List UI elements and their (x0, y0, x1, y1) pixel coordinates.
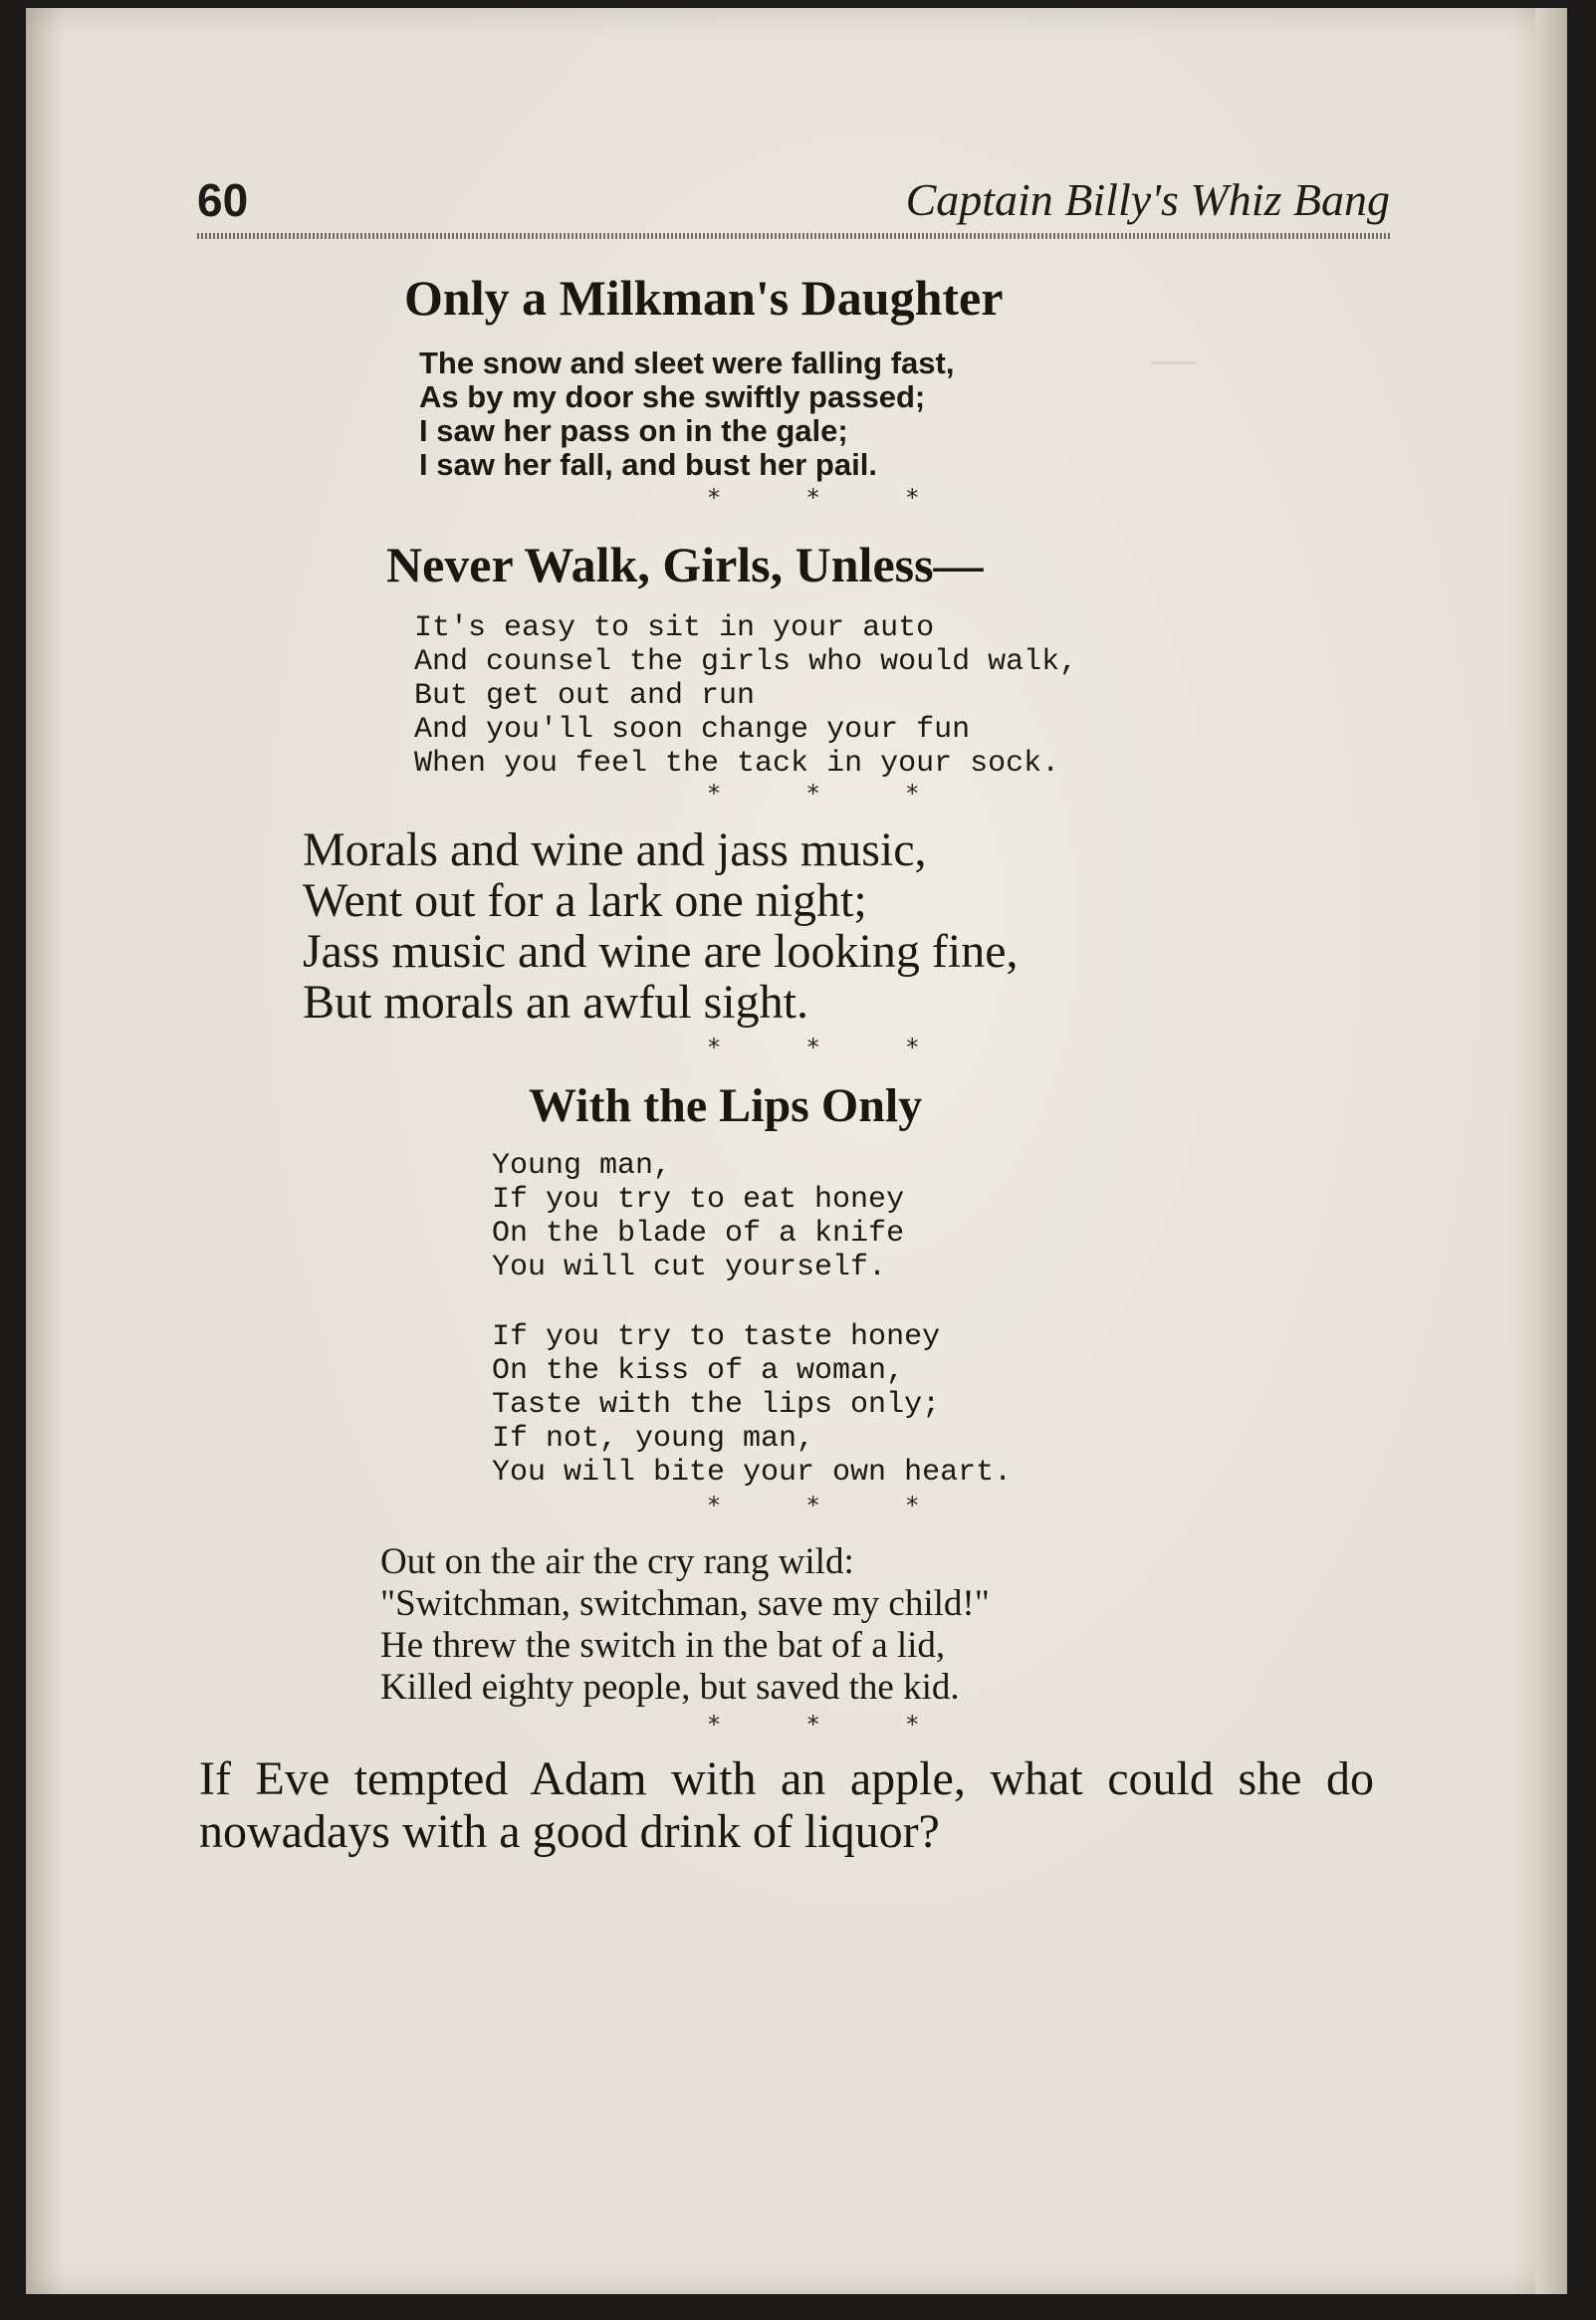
verse-line: Morals and wine and jass music, (303, 823, 927, 876)
verse-line: If not, young man, (492, 1422, 815, 1456)
verse-line: As by my door she swiftly passed; (419, 379, 926, 414)
verse-line: Out on the air the cry rang wild: (380, 1541, 854, 1582)
section-separator: * * * (708, 780, 959, 808)
section-separator: * * * (708, 1492, 959, 1519)
header-rule (197, 233, 1390, 239)
verse-line: You will bite your own heart. (492, 1456, 1013, 1490)
verse-line: Taste with the lips only; (492, 1388, 941, 1422)
section-separator: * * * (708, 1711, 959, 1739)
page-number: 60 (197, 174, 249, 226)
running-title: Captain Billy's Whiz Bang (905, 174, 1390, 225)
poem-milkman-verse (419, 347, 954, 482)
verse-line: On the kiss of a woman, (492, 1354, 905, 1388)
verse-line: I saw her pass on in the gale; (419, 413, 848, 448)
verse-line: Jass music and wine are looking fine, (303, 925, 1019, 978)
poem-morals-verse (303, 824, 1019, 1028)
verse-line: Went out for a lark one night; (303, 874, 867, 927)
verse-line: On the blade of a knife (492, 1217, 905, 1251)
verse-line: If you try to taste honey (492, 1320, 941, 1354)
poem-title-lips-only: With the Lips Only (529, 1079, 923, 1132)
verse-line: I saw her fall, and bust her pail. (419, 447, 877, 482)
page-header (197, 173, 1390, 243)
verse-line: You will cut yourself. (492, 1251, 887, 1284)
section-separator: * * * (708, 484, 959, 512)
closing-joke: If Eve tempted Adam with an apple, what could she do nowadays with a good drink of liquor? (199, 1752, 1374, 1858)
verse-line: And you'll soon change your fun (414, 713, 971, 747)
poem-never-walk-verse (414, 611, 1077, 781)
verse-line: "Switchman, switchman, save my child!" (380, 1583, 990, 1624)
poem-switchman-verse (380, 1541, 990, 1709)
verse-line: The snow and sleet were falling fast, (419, 346, 955, 380)
verse-line: Young man, (492, 1149, 672, 1183)
verse-line: But morals an awful sight. (303, 976, 808, 1029)
verse-line: It's easy to sit in your auto (414, 611, 935, 645)
verse-line: But get out and run (414, 679, 756, 713)
section-separator: * * * (708, 1034, 959, 1061)
poem-title-never-walk: Never Walk, Girls, Unless— (386, 537, 984, 592)
page-spine-edge (1535, 8, 1567, 2294)
poem-lips-only-stanza-1 (492, 1149, 904, 1284)
magazine-page (26, 8, 1567, 2294)
poem-title-milkman: Only a Milkman's Daughter (404, 270, 1004, 326)
verse-line: And counsel the girls who would walk, (414, 645, 1078, 679)
verse-line: Killed eighty people, but saved the kid. (380, 1667, 960, 1708)
verse-line: If you try to eat honey (492, 1183, 905, 1217)
verse-line: He threw the switch in the bat of a lid, (380, 1625, 946, 1666)
show-through-artifact: — (1151, 333, 1197, 383)
verse-line: When you feel the tack in your sock. (414, 747, 1060, 781)
poem-lips-only-stanza-2 (492, 1320, 1012, 1490)
